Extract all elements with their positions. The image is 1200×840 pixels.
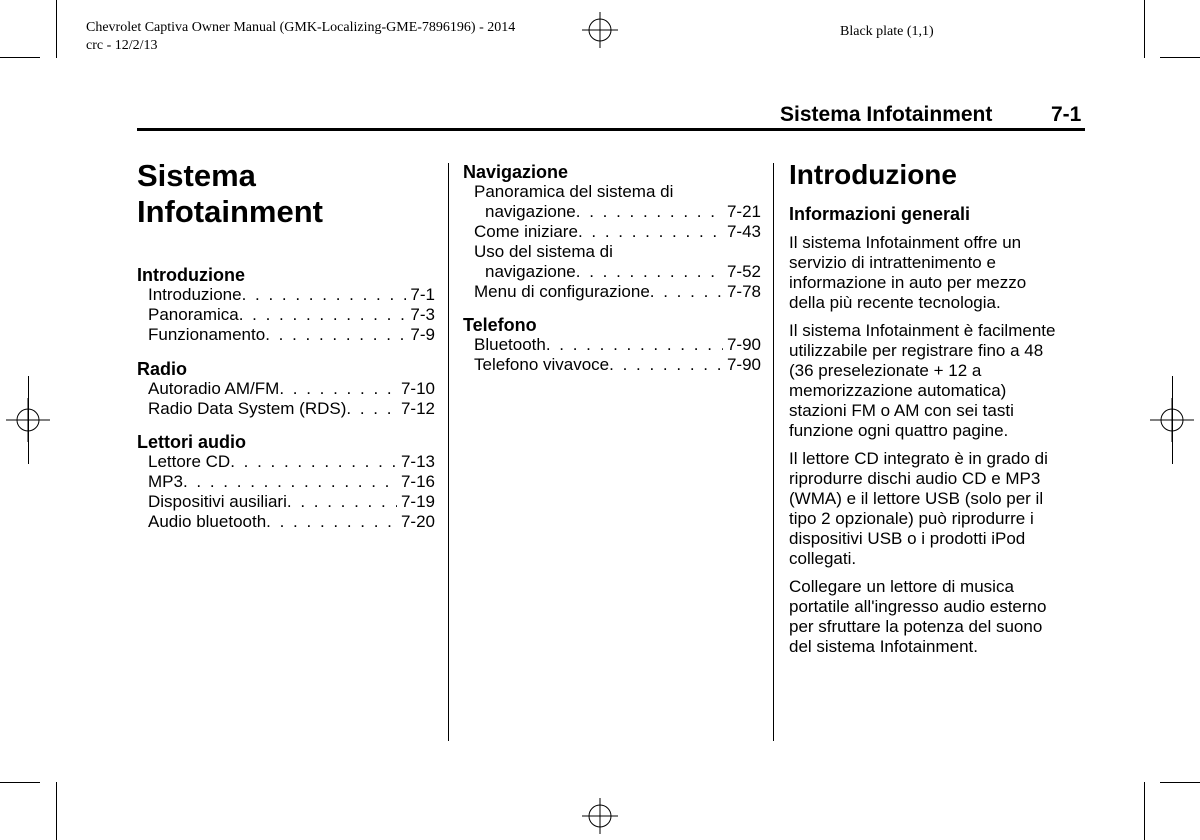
- registration-mark-icon: [580, 10, 620, 50]
- toc-entry-label: MP3: [148, 472, 183, 491]
- toc-entry[interactable]: [148, 512, 435, 532]
- print-header-plate: Black plate (1,1): [840, 24, 934, 39]
- toc-entry-page: 7-90: [726, 355, 761, 374]
- crop-mark: [1144, 782, 1145, 840]
- toc-entry-label-continued: navigazione: [485, 202, 576, 221]
- toc-entry-page: 7-10: [400, 379, 435, 398]
- toc-entry-label: Menu di configurazione: [474, 282, 650, 301]
- column-divider: [773, 163, 774, 741]
- crop-mark: [0, 57, 40, 58]
- toc-entry-page: 7-19: [400, 492, 435, 511]
- toc-entry[interactable]: [474, 335, 761, 355]
- toc-section-heading: Introduzione: [137, 265, 245, 285]
- header-rule: [137, 128, 1085, 131]
- toc-section-navigazione: [463, 162, 761, 302]
- toc-entry[interactable]: [148, 492, 435, 512]
- toc-section-heading: Navigazione: [463, 162, 569, 182]
- toc-entry-page: 7-9: [410, 325, 435, 344]
- crop-mark: [56, 0, 57, 58]
- crop-mark: [1144, 0, 1145, 58]
- toc-entry-page: 7-12: [400, 399, 435, 418]
- registration-mark-icon: [580, 796, 620, 836]
- toc-entry-label: Bluetooth: [474, 335, 546, 354]
- toc-entry[interactable]: [148, 325, 435, 345]
- toc-entry-page: 7-78: [726, 282, 761, 301]
- toc-entry-page: 7-52: [726, 262, 761, 281]
- toc-entry-page: 7-90: [726, 335, 761, 354]
- body-paragraph: Il sistema Infotainment offre un servizio di intrattenimento e informazione in auto per mezzo della più recente tecnologia.: [789, 233, 1027, 312]
- toc-entry-page: 7-20: [400, 512, 435, 531]
- toc-entry-page: 7-16: [400, 472, 435, 491]
- crop-mark: [1160, 782, 1200, 783]
- print-header-line2: crc - 12/2/13: [86, 38, 158, 53]
- section-heading: Introduzione: [789, 159, 957, 190]
- chapter-title: Sistema Infotainment: [137, 158, 323, 229]
- toc-section-telefono: [463, 315, 761, 375]
- toc-entry-label: Radio Data System (RDS): [148, 399, 347, 418]
- print-header-line1: Chevrolet Captiva Owner Manual (GMK-Localizing-GME-7896196) - 2014: [86, 20, 516, 35]
- toc-section-lettori-audio: [137, 432, 435, 532]
- toc-entry-label[interactable]: Uso del sistema di: [474, 242, 613, 261]
- toc-entry-page: 7-13: [400, 452, 435, 471]
- toc-entry-page: 7-1: [410, 285, 435, 304]
- running-header-title: Sistema Infotainment: [780, 103, 993, 126]
- toc-section-radio: [137, 359, 435, 419]
- toc-entry-label: Lettore CD: [148, 452, 231, 471]
- body-paragraph: Il lettore CD integrato è in grado di riprodurre dischi audio CD e MP3 (WMA) e il lettore USB (solo per il tipo 2 opzionale) può riprodurre i dispositivi USB o i prodotti iPod collegati.: [789, 449, 1048, 568]
- toc-entry[interactable]: [474, 282, 761, 302]
- toc-entry-page: 7-43: [726, 222, 761, 241]
- toc-entry-page: 7-3: [410, 305, 435, 324]
- section-subheading: Informazioni generali: [789, 204, 971, 224]
- toc-entry[interactable]: [148, 452, 435, 472]
- toc-entry-label: Panoramica: [148, 305, 239, 324]
- toc-entry[interactable]: [148, 305, 435, 325]
- crop-mark: [56, 782, 57, 840]
- body-paragraph: Il sistema Infotainment è facilmente utilizzabile per registrare fino a 48 (36 preselezionate + 12 a memorizzazione automatica) stazioni FM o AM con sei tasti funzione ogni quattro pagine.: [789, 321, 1056, 440]
- toc-entry[interactable]: [148, 472, 435, 492]
- toc-entry-label: Telefono vivavoce: [474, 355, 610, 374]
- column-divider: [448, 163, 449, 741]
- toc-entry[interactable]: [148, 285, 435, 305]
- crop-mark: [0, 782, 40, 783]
- toc-section-heading: Lettori audio: [137, 432, 246, 452]
- body-paragraph: Collegare un lettore di musica portatile all'ingresso audio esterno per sfruttare la potenza del suono del sistema Infotainment.: [789, 577, 1047, 656]
- toc-entry-label: Dispositivi ausiliari: [148, 492, 287, 511]
- toc-entry[interactable]: [148, 399, 435, 419]
- toc-entry-label[interactable]: Panoramica del sistema di: [474, 182, 674, 201]
- crop-mark: [28, 376, 29, 464]
- toc-entry[interactable]: [474, 222, 761, 242]
- toc-entry-label: Funzionamento: [148, 325, 266, 344]
- toc-section-heading: Telefono: [463, 315, 537, 335]
- toc-entry[interactable]: [474, 202, 761, 222]
- toc-entry-label: Audio bluetooth: [148, 512, 267, 531]
- toc-entry-label-continued: navigazione: [485, 262, 576, 281]
- toc-entry-page: 7-21: [726, 202, 761, 221]
- toc-entry-label: Introduzione: [148, 285, 242, 304]
- toc-section-introduzione: [137, 265, 435, 345]
- toc-entry[interactable]: [474, 355, 761, 375]
- toc-entry[interactable]: [474, 262, 761, 282]
- intro-section: [789, 159, 1089, 657]
- crop-mark: [1160, 57, 1200, 58]
- toc-section-heading: Radio: [137, 359, 188, 379]
- running-header-page-number: 7-1: [1051, 103, 1082, 126]
- toc-entry-label: Autoradio AM/FM: [148, 379, 280, 398]
- toc-entry[interactable]: [148, 379, 435, 399]
- toc-entry-label: Come iniziare: [474, 222, 578, 241]
- crop-mark: [1172, 376, 1173, 464]
